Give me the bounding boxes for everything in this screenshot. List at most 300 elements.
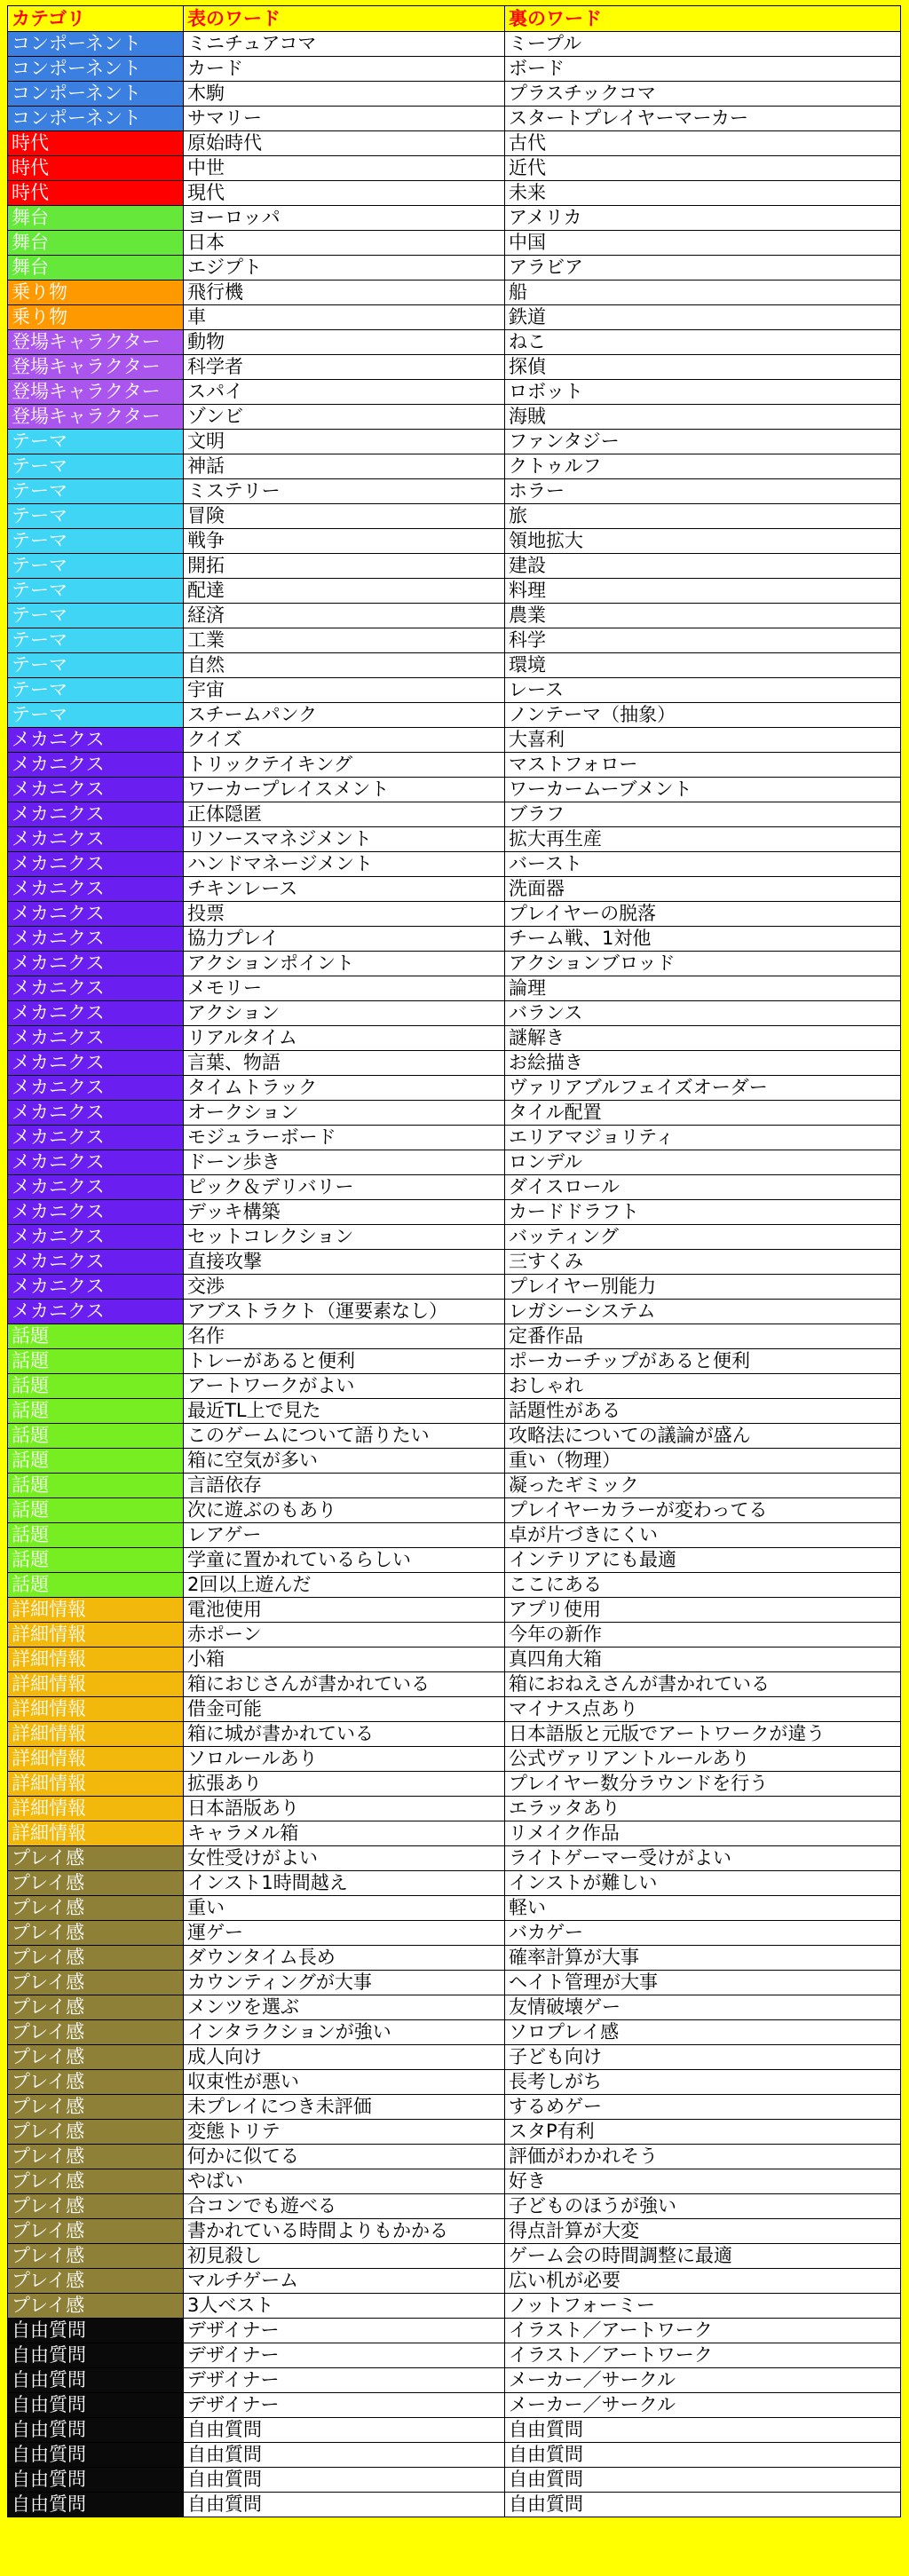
- back-word-cell: 広い机が必要: [505, 2269, 901, 2294]
- back-word-cell: バッティング: [505, 1225, 901, 1250]
- table-row: [8, 2393, 901, 2418]
- back-word-cell: メーカー／サークル: [505, 2368, 901, 2393]
- category-cell: 詳細情報: [8, 1598, 184, 1623]
- table-row: [8, 1946, 901, 1971]
- back-word-cell: ボード: [505, 57, 901, 82]
- table-row: [8, 852, 901, 877]
- front-word-cell: 次に遊ぶのもあり: [184, 1498, 505, 1523]
- back-word-cell: ここにある: [505, 1573, 901, 1598]
- table-row: [8, 1001, 901, 1026]
- category-cell: メカニクス: [8, 877, 184, 902]
- table-row: [8, 355, 901, 380]
- front-word-cell: 3人ベスト: [184, 2294, 505, 2319]
- category-cell: 話題: [8, 1548, 184, 1573]
- back-word-cell: 子ども向け: [505, 2045, 901, 2070]
- table-row: [8, 82, 901, 107]
- header-category: カテゴリ: [8, 6, 184, 32]
- category-cell: 自由質問: [8, 2443, 184, 2468]
- front-word-cell: アクション: [184, 1001, 505, 1026]
- table-row: [8, 1449, 901, 1474]
- category-cell: プレイ感: [8, 1971, 184, 1995]
- category-cell: 乗り物: [8, 281, 184, 305]
- table-row: [8, 1573, 901, 1598]
- front-word-cell: マルチゲーム: [184, 2269, 505, 2294]
- back-word-cell: 子どものほうが強い: [505, 2194, 901, 2219]
- back-word-cell: 海賊: [505, 405, 901, 430]
- back-word-cell: マイナス点あり: [505, 1697, 901, 1722]
- table-row: [8, 2095, 901, 2120]
- category-cell: メカニクス: [8, 1150, 184, 1175]
- front-word-cell: ピック＆デリバリー: [184, 1175, 505, 1200]
- table-row: [8, 1648, 901, 1672]
- table-row: [8, 256, 901, 281]
- category-cell: 舞台: [8, 256, 184, 281]
- back-word-cell: 鉄道: [505, 305, 901, 330]
- category-cell: プレイ感: [8, 1921, 184, 1946]
- table-row: [8, 604, 901, 628]
- table-row: [8, 2045, 901, 2070]
- front-word-cell: スパイ: [184, 380, 505, 405]
- category-cell: 時代: [8, 181, 184, 206]
- front-word-cell: 赤ポーン: [184, 1623, 505, 1648]
- category-cell: テーマ: [8, 653, 184, 678]
- table-row: [8, 703, 901, 728]
- table-row: [8, 1076, 901, 1101]
- back-word-cell: 日本語版と元版でアートワークが違う: [505, 1722, 901, 1747]
- front-word-cell: 交渉: [184, 1275, 505, 1300]
- front-word-cell: 合コンでも遊べる: [184, 2194, 505, 2219]
- front-word-cell: 工業: [184, 628, 505, 653]
- back-word-cell: 真四角大箱: [505, 1648, 901, 1672]
- category-cell: コンポーネント: [8, 32, 184, 57]
- table-row: [8, 1126, 901, 1150]
- table-row: [8, 156, 901, 181]
- table-row: [8, 1349, 901, 1374]
- front-word-cell: ミニチュアコマ: [184, 32, 505, 57]
- table-row: [8, 1026, 901, 1051]
- category-cell: メカニクス: [8, 753, 184, 778]
- table-row: [8, 1821, 901, 1846]
- back-word-cell: インストが難しい: [505, 1871, 901, 1896]
- front-word-cell: デザイナー: [184, 2368, 505, 2393]
- front-word-cell: 車: [184, 305, 505, 330]
- front-word-cell: 宇宙: [184, 678, 505, 703]
- table-row: [8, 1623, 901, 1648]
- back-word-cell: 旅: [505, 504, 901, 529]
- category-cell: 登場キャラクター: [8, 355, 184, 380]
- table-body: [8, 32, 901, 2517]
- front-word-cell: 木駒: [184, 82, 505, 107]
- category-cell: 詳細情報: [8, 1747, 184, 1772]
- front-word-cell: 運ゲー: [184, 1921, 505, 1946]
- front-word-cell: デッキ構築: [184, 1200, 505, 1225]
- front-word-cell: ゾンビ: [184, 405, 505, 430]
- front-word-cell: 正体隠匿: [184, 802, 505, 827]
- front-word-cell: ヨーロッパ: [184, 206, 505, 231]
- back-word-cell: ヘイト管理が大事: [505, 1971, 901, 1995]
- category-cell: メカニクス: [8, 1200, 184, 1225]
- back-word-cell: マストフォロー: [505, 753, 901, 778]
- front-word-cell: 文明: [184, 430, 505, 454]
- front-word-cell: メンツを選ぶ: [184, 1995, 505, 2020]
- front-word-cell: アクションポイント: [184, 952, 505, 976]
- back-word-cell: 今年の新作: [505, 1623, 901, 1648]
- back-word-cell: ポーカーチップがあると便利: [505, 1349, 901, 1374]
- table-row: [8, 1498, 901, 1523]
- back-word-cell: 謎解き: [505, 1026, 901, 1051]
- back-word-cell: ミープル: [505, 32, 901, 57]
- back-word-cell: お絵描き: [505, 1051, 901, 1076]
- back-word-cell: リメイク作品: [505, 1821, 901, 1846]
- back-word-cell: アメリカ: [505, 206, 901, 231]
- table-row: [8, 1995, 901, 2020]
- back-word-cell: プレイヤー別能力: [505, 1275, 901, 1300]
- front-word-cell: 原始時代: [184, 131, 505, 156]
- front-word-cell: 科学者: [184, 355, 505, 380]
- back-word-cell: ノットフォーミー: [505, 2294, 901, 2319]
- front-word-cell: ドーン歩き: [184, 1150, 505, 1175]
- word-table-frame: [7, 5, 900, 2517]
- back-word-cell: ゲーム会の時間調整に最適: [505, 2244, 901, 2269]
- back-word-cell: 卓が片づきにくい: [505, 1523, 901, 1548]
- back-word-cell: バースト: [505, 852, 901, 877]
- table-row: [8, 2194, 901, 2219]
- back-word-cell: プラスチックコマ: [505, 82, 901, 107]
- back-word-cell: 料理: [505, 579, 901, 604]
- back-word-cell: イラスト／アートワーク: [505, 2319, 901, 2343]
- category-cell: 話題: [8, 1424, 184, 1449]
- back-word-cell: プレイヤーカラーが変わってる: [505, 1498, 901, 1523]
- category-cell: 時代: [8, 131, 184, 156]
- category-cell: テーマ: [8, 604, 184, 628]
- front-word-cell: 名作: [184, 1324, 505, 1349]
- table-row: [8, 579, 901, 604]
- front-word-cell: デザイナー: [184, 2343, 505, 2368]
- category-cell: メカニクス: [8, 952, 184, 976]
- front-word-cell: 何かに似てる: [184, 2145, 505, 2169]
- front-word-cell: サマリー: [184, 107, 505, 131]
- table-row: [8, 1697, 901, 1722]
- table-row: [8, 1399, 901, 1424]
- back-word-cell: ソロプレイ感: [505, 2020, 901, 2045]
- table-row: [8, 281, 901, 305]
- back-word-cell: 建設: [505, 554, 901, 579]
- back-word-cell: 確率計算が大事: [505, 1946, 901, 1971]
- table-row: [8, 2244, 901, 2269]
- front-word-cell: リソースマネジメント: [184, 827, 505, 852]
- back-word-cell: 定番作品: [505, 1324, 901, 1349]
- back-word-cell: レース: [505, 678, 901, 703]
- category-cell: メカニクス: [8, 827, 184, 852]
- category-cell: メカニクス: [8, 1051, 184, 1076]
- category-cell: プレイ感: [8, 1896, 184, 1921]
- category-cell: 話題: [8, 1349, 184, 1374]
- header-row: [8, 6, 901, 32]
- table-row: [8, 778, 901, 802]
- back-word-cell: イラスト／アートワーク: [505, 2343, 901, 2368]
- back-word-cell: メーカー／サークル: [505, 2393, 901, 2418]
- table-row: [8, 1548, 901, 1573]
- table-row: [8, 1424, 901, 1449]
- back-word-cell: 環境: [505, 653, 901, 678]
- back-word-cell: ロボット: [505, 380, 901, 405]
- table-row: [8, 1896, 901, 1921]
- front-word-cell: モジュラーボード: [184, 1126, 505, 1150]
- front-word-cell: インタラクションが強い: [184, 2020, 505, 2045]
- category-cell: 話題: [8, 1399, 184, 1424]
- category-cell: プレイ感: [8, 2269, 184, 2294]
- category-cell: メカニクス: [8, 728, 184, 753]
- category-cell: 詳細情報: [8, 1722, 184, 1747]
- back-word-cell: するめゲー: [505, 2095, 901, 2120]
- back-word-cell: 近代: [505, 156, 901, 181]
- front-word-cell: 現代: [184, 181, 505, 206]
- table-row: [8, 2443, 901, 2468]
- front-word-cell: ソロルールあり: [184, 1747, 505, 1772]
- category-cell: 話題: [8, 1324, 184, 1349]
- back-word-cell: スタートプレイヤーマーカー: [505, 107, 901, 131]
- table-row: [8, 206, 901, 231]
- table-row: [8, 1175, 901, 1200]
- table-row: [8, 504, 901, 529]
- category-cell: メカニクス: [8, 976, 184, 1001]
- table-row: [8, 1250, 901, 1275]
- table-row: [8, 628, 901, 653]
- front-word-cell: ワーカープレイスメント: [184, 778, 505, 802]
- category-cell: プレイ感: [8, 2095, 184, 2120]
- category-cell: 話題: [8, 1498, 184, 1523]
- front-word-cell: やばい: [184, 2169, 505, 2194]
- front-word-cell: 自由質問: [184, 2468, 505, 2493]
- table-row: [8, 1374, 901, 1399]
- category-cell: プレイ感: [8, 2219, 184, 2244]
- front-word-cell: アートワークがよい: [184, 1374, 505, 1399]
- table-row: [8, 2319, 901, 2343]
- front-word-cell: メモリー: [184, 976, 505, 1001]
- front-word-cell: 開拓: [184, 554, 505, 579]
- back-word-cell: ホラー: [505, 479, 901, 504]
- table-row: [8, 1846, 901, 1871]
- back-word-cell: 長考しがち: [505, 2070, 901, 2095]
- back-word-cell: ノンテーマ（抽象）: [505, 703, 901, 728]
- category-cell: メカニクス: [8, 1026, 184, 1051]
- table-row: [8, 1921, 901, 1946]
- category-cell: メカニクス: [8, 1250, 184, 1275]
- table-row: [8, 2294, 901, 2319]
- category-cell: メカニクス: [8, 1001, 184, 1026]
- category-cell: メカニクス: [8, 927, 184, 952]
- front-word-cell: 自由質問: [184, 2418, 505, 2443]
- back-word-cell: エリアマジョリティ: [505, 1126, 901, 1150]
- table-row: [8, 1101, 901, 1126]
- front-word-cell: 投票: [184, 902, 505, 927]
- front-word-cell: チキンレース: [184, 877, 505, 902]
- front-word-cell: ミステリー: [184, 479, 505, 504]
- category-cell: メカニクス: [8, 852, 184, 877]
- table-row: [8, 1200, 901, 1225]
- front-word-cell: タイムトラック: [184, 1076, 505, 1101]
- table-row: [8, 1051, 901, 1076]
- back-word-cell: ダイスロール: [505, 1175, 901, 1200]
- back-word-cell: 評価がわかれそう: [505, 2145, 901, 2169]
- table-row: [8, 2468, 901, 2493]
- category-cell: 詳細情報: [8, 1623, 184, 1648]
- back-word-cell: 自由質問: [505, 2468, 901, 2493]
- table-row: [8, 827, 901, 852]
- category-cell: コンポーネント: [8, 82, 184, 107]
- front-word-cell: 経済: [184, 604, 505, 628]
- category-cell: プレイ感: [8, 2294, 184, 2319]
- back-word-cell: 箱におねえさんが書かれている: [505, 1672, 901, 1697]
- front-word-cell: 日本: [184, 231, 505, 256]
- table-row: [8, 1797, 901, 1821]
- table-row: [8, 2269, 901, 2294]
- front-word-cell: ハンドマネージメント: [184, 852, 505, 877]
- category-cell: コンポーネント: [8, 57, 184, 82]
- category-cell: プレイ感: [8, 2145, 184, 2169]
- front-word-cell: アブストラクト（運要素なし）: [184, 1300, 505, 1324]
- front-word-cell: 変態トリテ: [184, 2120, 505, 2145]
- front-word-cell: 箱に空気が多い: [184, 1449, 505, 1474]
- front-word-cell: エジプト: [184, 256, 505, 281]
- back-word-cell: 公式ヴァリアントルールあり: [505, 1747, 901, 1772]
- category-cell: テーマ: [8, 430, 184, 454]
- category-cell: テーマ: [8, 479, 184, 504]
- category-cell: プレイ感: [8, 2244, 184, 2269]
- front-word-cell: 電池使用: [184, 1598, 505, 1623]
- back-word-cell: タイル配置: [505, 1101, 901, 1126]
- front-word-cell: 自由質問: [184, 2493, 505, 2517]
- front-word-cell: 日本語版あり: [184, 1797, 505, 1821]
- front-word-cell: リアルタイム: [184, 1026, 505, 1051]
- table-row: [8, 678, 901, 703]
- table-row: [8, 2418, 901, 2443]
- front-word-cell: 最近TL上で見た: [184, 1399, 505, 1424]
- back-word-cell: エラッタあり: [505, 1797, 901, 1821]
- category-cell: プレイ感: [8, 2070, 184, 2095]
- category-cell: 舞台: [8, 231, 184, 256]
- category-cell: テーマ: [8, 454, 184, 479]
- category-cell: メカニクス: [8, 1076, 184, 1101]
- category-cell: テーマ: [8, 504, 184, 529]
- category-cell: 自由質問: [8, 2493, 184, 2517]
- category-cell: 舞台: [8, 206, 184, 231]
- back-word-cell: 未来: [505, 181, 901, 206]
- category-cell: 時代: [8, 156, 184, 181]
- back-word-cell: 重い（物理）: [505, 1449, 901, 1474]
- front-word-cell: 学童に置かれているらしい: [184, 1548, 505, 1573]
- table-row: [8, 305, 901, 330]
- category-cell: メカニクス: [8, 1101, 184, 1126]
- front-word-cell: 直接攻撃: [184, 1250, 505, 1275]
- table-row: [8, 1871, 901, 1896]
- category-cell: プレイ感: [8, 2045, 184, 2070]
- header-back-word: 裏のワード: [505, 6, 901, 32]
- category-cell: コンポーネント: [8, 107, 184, 131]
- front-word-cell: 自然: [184, 653, 505, 678]
- back-word-cell: 自由質問: [505, 2493, 901, 2517]
- table-row: [8, 2070, 901, 2095]
- back-word-cell: おしゃれ: [505, 1374, 901, 1399]
- category-cell: プレイ感: [8, 1946, 184, 1971]
- front-word-cell: 成人向け: [184, 2045, 505, 2070]
- back-word-cell: プレイヤーの脱落: [505, 902, 901, 927]
- table-row: [8, 2343, 901, 2368]
- front-word-cell: 2回以上遊んだ: [184, 1573, 505, 1598]
- table-row: [8, 2020, 901, 2045]
- table-row: [8, 1474, 901, 1498]
- back-word-cell: 攻略法についての議論が盛ん: [505, 1424, 901, 1449]
- front-word-cell: デザイナー: [184, 2319, 505, 2343]
- back-word-cell: プレイヤー数分ラウンドを行う: [505, 1772, 901, 1797]
- front-word-cell: 収束性が悪い: [184, 2070, 505, 2095]
- category-cell: メカニクス: [8, 1225, 184, 1250]
- category-cell: 詳細情報: [8, 1697, 184, 1722]
- front-word-cell: このゲームについて語りたい: [184, 1424, 505, 1449]
- back-word-cell: チーム戦、1対他: [505, 927, 901, 952]
- table-row: [8, 330, 901, 355]
- back-word-cell: 論理: [505, 976, 901, 1001]
- table-row: [8, 1598, 901, 1623]
- table-row: [8, 753, 901, 778]
- front-word-cell: 箱におじさんが書かれている: [184, 1672, 505, 1697]
- table-row: [8, 1300, 901, 1324]
- table-row: [8, 976, 901, 1001]
- table-row: [8, 57, 901, 82]
- category-cell: テーマ: [8, 529, 184, 554]
- front-word-cell: 言語依存: [184, 1474, 505, 1498]
- front-word-cell: 言葉、物語: [184, 1051, 505, 1076]
- table-row: [8, 902, 901, 927]
- table-row: [8, 479, 901, 504]
- category-cell: 自由質問: [8, 2418, 184, 2443]
- table-row: [8, 430, 901, 454]
- back-word-cell: 自由質問: [505, 2443, 901, 2468]
- back-word-cell: 三すくみ: [505, 1250, 901, 1275]
- category-cell: メカニクス: [8, 902, 184, 927]
- back-word-cell: 船: [505, 281, 901, 305]
- front-word-cell: デザイナー: [184, 2393, 505, 2418]
- category-cell: メカニクス: [8, 1275, 184, 1300]
- front-word-cell: 未プレイにつき未評価: [184, 2095, 505, 2120]
- front-word-cell: 小箱: [184, 1648, 505, 1672]
- category-cell: メカニクス: [8, 802, 184, 827]
- table-row: [8, 107, 901, 131]
- back-word-cell: ライトゲーマー受けがよい: [505, 1846, 901, 1871]
- back-word-cell: 領地拡大: [505, 529, 901, 554]
- table-row: [8, 1324, 901, 1349]
- front-word-cell: セットコレクション: [184, 1225, 505, 1250]
- front-word-cell: スチームパンク: [184, 703, 505, 728]
- category-cell: 詳細情報: [8, 1797, 184, 1821]
- table-row: [8, 454, 901, 479]
- table-row: [8, 529, 901, 554]
- category-cell: 詳細情報: [8, 1672, 184, 1697]
- front-word-cell: 借金可能: [184, 1697, 505, 1722]
- back-word-cell: バランス: [505, 1001, 901, 1026]
- category-cell: テーマ: [8, 554, 184, 579]
- table-row: [8, 2219, 901, 2244]
- category-cell: 話題: [8, 1573, 184, 1598]
- table-row: [8, 877, 901, 902]
- front-word-cell: 配達: [184, 579, 505, 604]
- category-cell: 乗り物: [8, 305, 184, 330]
- front-word-cell: カウンティングが大事: [184, 1971, 505, 1995]
- front-word-cell: 箱に城が書かれている: [184, 1722, 505, 1747]
- back-word-cell: カードドラフト: [505, 1200, 901, 1225]
- category-cell: 登場キャラクター: [8, 380, 184, 405]
- back-word-cell: 好き: [505, 2169, 901, 2194]
